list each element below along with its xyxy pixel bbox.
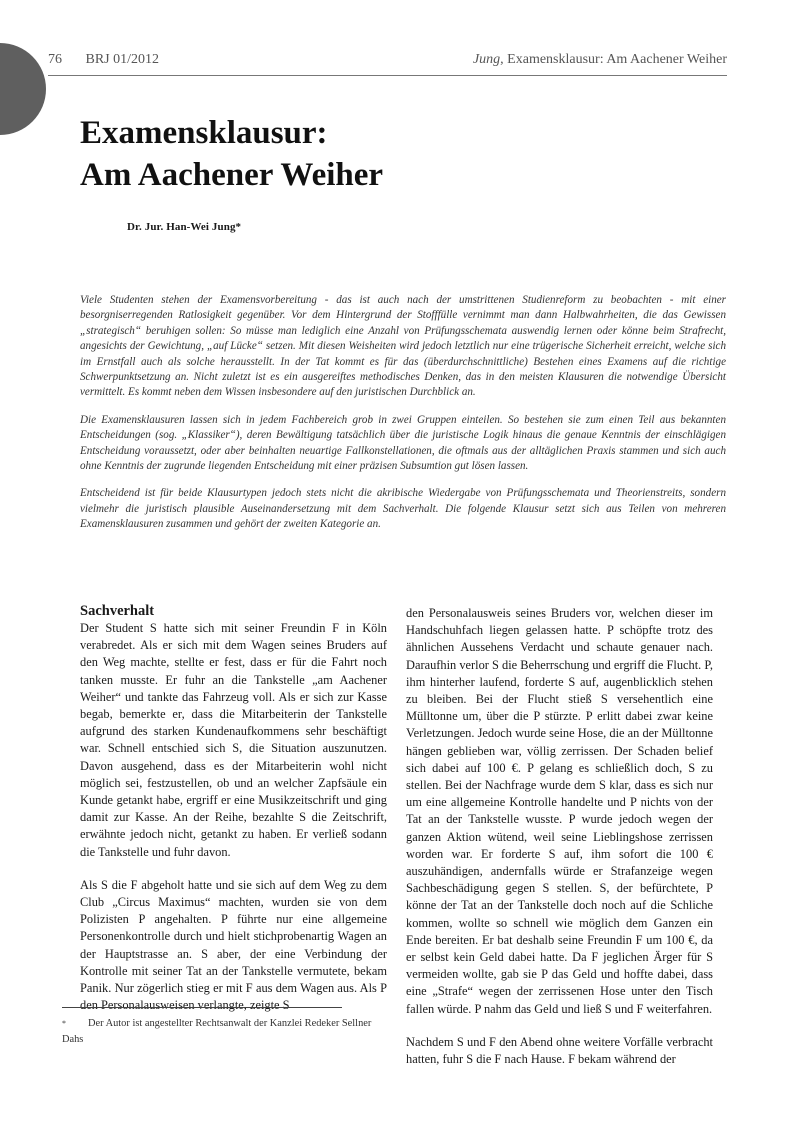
body-paragraph: den Personalausweis seines Bruders vor, welchen dieser im Handschuhfach liegen gelassen hatte. P schöpfte trotz des ähnlichen Aussehens Verdacht und schaute genauer nach. Daraufhin verlor S die Beherrschung und ergriff die Flucht. P, ihm hinterher laufend, forderte S auf, augenblicklich stehen zu bleiben. Bei der Flucht stieß S versehentlich eine Mülltonne um, über die P stürzte. P erlitt dabei zwar keine Verletzungen. Jedoch wurde seine Hose, die an der Mülltonne hängen geblieben war, völlig zerrissen. Der Schaden belief sich dabei auf 100 €. P gelang es schließlich doch, S zu stellen. Bei der Nachfrage wurde dem S klar, dass es sich nur um eine allgemeine Kontrolle handelte und P nichts von der Tat an der Tankstelle wusste. P wurde jedoch wegen der ganzen Aktion wütend, weil seine Lieblingshose zerrissen worden war. Er forderte S auf, ihm sofort die 100 € auszuhändigen, andernfalls würde er Strafanzeige wegen Sachbeschädigung gegen S stellen. S, der befürchtete, P könne der Tat an der Tankstelle doch noch auf die Schliche kommen, wollte so schnell wie möglich dem Ganzen ein Ende bereiten. Er bat deshalb seine Freundin F um 100 €, da er selbst kein Geld dabei hatte. Da F jeglichen Ärger für S vermeiden wollte, gab sie P das Geld und hoffte dabei, dass eine „Strafe“ wegen der zerrissenen Hose unter den Tisch fallen würde. P nahm das Geld und ließ S und F weiterfahren. xyxy=(406,606,713,1016)
running-header-right xyxy=(473,52,727,68)
article-title xyxy=(80,112,383,196)
body-column-left xyxy=(80,602,387,1014)
page-thumb-tab xyxy=(0,43,46,135)
header-title: , Examensklausur: Am Aachener Weiher xyxy=(500,52,727,67)
abstract-paragraph: Entscheidend ist für beide Klausurtypen jedoch stets nicht die akribische Wiedergabe von Prüfungsschemata und Theorienstreits, sondern vielmehr die juristisch plausible Auseinandersetzung mit dem Sachverhalt. Die folgende Klausur setzt sich aus Teilen von mehreren Examensklausuren zusammen und gehört der zweiten Kategorie an. xyxy=(80,487,726,531)
footnote xyxy=(62,1016,382,1048)
abstract-paragraph: Viele Studenten stehen der Examensvorbereitung - das ist auch nach der umstrittenen Studienreform zu beobachten - mit einer besorgniserregenden Ratlosigkeit gegenüber. Vor dem Hintergrund der Stofffülle vernimmt man dann Halbwahrheiten, die das Gewissen „strategisch“ beruhigen sollen: So müsse man lediglich eine Anzahl von Prüfungsschemata auswendig lernen oder könne beim Strafrecht, angesichts der Gewichtung, „auf Lücke“ setzen. Mit diesen Weisheiten wird jedoch letztlich nur eine trügerische Sicherheit erreicht, welche sich im Ernstfall auch als solche herausstellt. In der Tat kommt es für das (überdurchschnittliche) Bestehen eines Examens auf die richtige Schwerpunktsetzung an. Nicht zuletzt ist es ein ausgereiftes methodisches Denken, das in den meisten Klausuren die notwendige Übersicht vermittelt. Es kommt neben dem Wissen insbesondere auf den juristischen Durchblick an. xyxy=(80,294,726,399)
body-paragraph: Der Student S hatte sich mit seiner Freundin F in Köln verabredet. Als er sich mit dem Wagen seines Bruders auf den Weg machte, stellte er fest, dass er für die Fahrt noch tanken musste. Er fuhr an die Tankstelle „am Aachener Weiher“ und tankte das Fahrzeug voll. Als er sich zur Kasse begab, bemerkte er, dass die Mitarbeiterin der Tankstelle aufgrund des starken Kundenaufkommens sehr beschäftigt war. Schnell entschied sich S, die Situation auszunutzen. Davon ausgehend, dass es der Mitarbeiterin wohl nicht möglich sei, festzustellen, ob und an welcher Zapfsäule ein Kunde getankt habe, ergriff er eine Musikzeitschrift und ging damit zur Kasse. An der Reihe, bezahlte S die Zeitschrift, erwähnte jedoch nicht, getankt zu haben. Er verließ sodann die Tankstelle und fuhr davon. xyxy=(80,621,387,859)
header-rule xyxy=(48,75,727,76)
body-paragraph: Nachdem S und F den Abend ohne weitere Vorfälle verbracht hatten, fuhr S die F nach Hause. F bekam während der xyxy=(406,1034,713,1067)
header-author: Jung xyxy=(472,52,501,67)
footnote-rule xyxy=(62,1007,342,1008)
body-column-right xyxy=(406,605,713,1068)
title-line-1: Examensklausur: xyxy=(80,115,328,151)
running-header-left xyxy=(48,52,159,68)
page-number: 76 xyxy=(48,52,62,67)
section-heading: Sachverhalt xyxy=(80,603,155,619)
abstract xyxy=(80,293,726,545)
body-paragraph: Als S die F abgeholt hatte und sie sich auf dem Weg zu dem Club „Circus Maximus“ machten, wurden sie von dem Polizisten P angehalten. P führte nur eine allgemeine Personenkontrolle durch und hielt stichprobenartig Wagen an der Hauptstrasse an. S aber, der eine Verbindung der Kontrolle mit seiner Tat an der Tankstelle vermutete, bekam Panik. Nur zögerlich stieg er mit F aus dem Wagen aus. Als P den Personalausweisen verlangte, zeigte S xyxy=(80,877,387,1013)
footnote-mark: * xyxy=(62,1019,66,1028)
article-author: Dr. Jur. Han-Wei Jung* xyxy=(127,221,242,233)
abstract-paragraph: Die Examensklausuren lassen sich in jedem Fachbereich grob in zwei Gruppen einteilen. So bestehen sie zum einen Teil aus bekannten Entscheidungen (sog. „Klassiker“), deren Bewältigung tatsächlich über die juristische Logik hinaus die genaue Kenntnis der einschlägigen Entscheidung voraussetzt, oder aber beinhalten neuartige Fallkonstellationen, die oftmals aus der alltäglichen Praxis stammen und sich auch ohne Kenntnis der zugrunde liegenden Entscheidung mit einer präzisen Subsumtion gut lösen lassen. xyxy=(80,413,726,473)
title-line-2: Am Aachener Weiher xyxy=(80,157,384,193)
journal-issue: BRJ 01/2012 xyxy=(85,52,160,67)
footnote-text: Der Autor ist angestellter Rechtsanwalt der Kanzlei Redeker Sellner Dahs xyxy=(62,1018,372,1045)
